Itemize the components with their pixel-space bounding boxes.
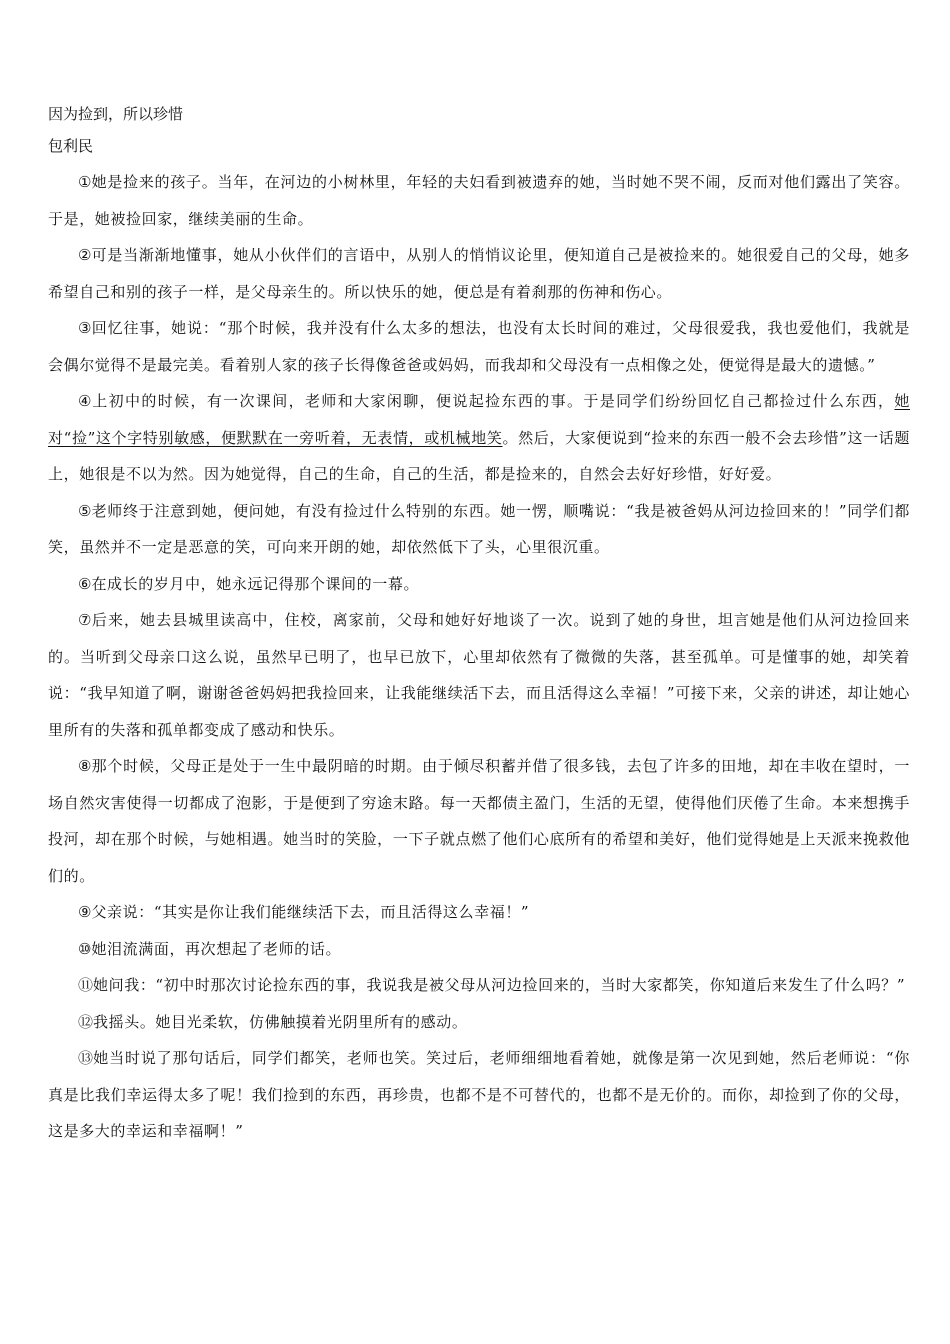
paragraph-number: ⑪ bbox=[78, 976, 94, 994]
paragraph-number: ① bbox=[78, 173, 92, 191]
paragraph-number: ⑨ bbox=[78, 903, 92, 921]
paragraph-number: ⑬ bbox=[78, 1049, 94, 1067]
paragraph-number: ⑧ bbox=[78, 757, 92, 775]
paragraph-text: 她泪流满面，再次想起了老师的话。 bbox=[91, 939, 342, 958]
underlined-sentence: 她对“捡”这个字特别敏感，便默默在一旁听着，无表情，或机械地笑 bbox=[48, 392, 910, 447]
paragraph-4 bbox=[48, 383, 910, 493]
paragraph-12 bbox=[48, 1004, 910, 1041]
paragraph-text: 可是当渐渐地懂事，她从小伙伴们的言语中，从别人的悄悄议论里，便知道自己是被捡来的。她很爱自己的父母，她多希望自己和别的孩子一样，是父母亲生的。所以快乐的她，便总是有着刹那的伤神和伤心。 bbox=[48, 246, 910, 301]
paragraph-text-after: 。然后，大家便说到“捡来的东西一般不会去珍惜”这一话题上，她很是不以为然。因为她觉得，自己的生命，自己的生活，都是捡来的，自然会去好好珍惜，好好爱。 bbox=[48, 428, 911, 483]
paragraph-text: 父亲说：“其实是你让我们能继续活下去，而且活得这么幸福！” bbox=[91, 903, 530, 921]
paragraph-8 bbox=[48, 748, 910, 894]
paragraph-9 bbox=[48, 894, 910, 931]
paragraph-text: 那个时候，父母正是处于一生中最阴暗的时期。由于倾尽积蓄并借了很多钱，去包了许多的田地，却在丰收在望时，一场自然灾害使得一切都成了泡影，于是便到了穷途末路。每一天都债主盈门，生活的无望，使得他们厌倦了生命。本来想携手投河，却在那个时候，与她相遇。她当时的笑脸，一下子就点燃了他们心底所有的希望和美好，他们觉得她是上天派来挽救他们的。 bbox=[48, 757, 910, 885]
article-author: 包利民 bbox=[48, 137, 94, 155]
paragraph-text: 老师终于注意到她，便问她，有没有捡过什么特别的东西。她一愣，顺嘴说：“我是被爸妈从河边捡回来的！”同学们都笑，虽然并不一定是恶意的笑，可向来开朗的她，却依然低下了头，心里很沉重。 bbox=[48, 501, 910, 556]
paragraph-text: 她是捡来的孩子。当年，在河边的小树林里，年轻的夫妇看到被遗弃的她，当时她不哭不闹，反而对他们露出了笑容。于是，她被捡回家，继续美丽的生命。 bbox=[48, 173, 910, 228]
paragraph-text: 后来，她去县城里读高中，住校，离家前，父母和她好好地谈了一次。说到了她的身世，坦言她是他们从河边捡回来的。当听到父母亲口这么说，虽然早已明了，也早已放下，心里却依然有了微微的失落，甚至孤单。可是懂事的她，却笑着说：“我早知道了啊，谢谢爸爸妈妈把我捡回来，让我能继续活下去，而且活得这么幸福！”可接下来，父亲的讲述，却让她心里所有的失落和孤单都变成了感动和快乐。 bbox=[48, 611, 910, 739]
paragraph-text: 她当时说了那句话后，同学们都笑，老师也笑。笑过后，老师细细地看着她，就像是第一次见到她，然后老师说：“你真是比我们幸运得太多了呢！我们捡到的东西，再珍贵，也都不是不可替代的，也都不是无价的。而你，却捡到了你的父母，这是多大的幸运和幸福啊！” bbox=[48, 1049, 910, 1140]
paragraph-3 bbox=[48, 310, 910, 383]
paragraph-2 bbox=[48, 237, 910, 310]
paragraph-10 bbox=[48, 931, 910, 968]
paragraph-6 bbox=[48, 566, 910, 603]
article-title: 因为捡到，所以珍惜 bbox=[48, 105, 184, 123]
paragraph-number: ⑦ bbox=[78, 611, 92, 629]
paragraph-text: 在成长的岁月中，她永远记得那个课间的一幕。 bbox=[91, 574, 420, 593]
paragraph-7 bbox=[48, 602, 910, 748]
paragraph-number: ④ bbox=[78, 392, 93, 410]
paragraph-text: 我摇头。她目光柔软，仿佛触摸着光阴里所有的感动。 bbox=[93, 1012, 468, 1031]
paragraph-number: ⑤ bbox=[78, 501, 92, 520]
paragraph-text: 回忆往事，她说：“那个时候，我并没有什么太多的想法，也没有太长时间的难过，父母很爱我，我也爱他们，我就是会偶尔觉得不是最完美。看着别人家的孩子长得像爸爸或妈妈，而我却和父母没有一点相像之处，便觉得是最大的遗憾。” bbox=[48, 319, 910, 374]
paragraph-text-before: 上初中的时候，有一次课间，老师和大家闲聊，便说起捡东西的事。于是同学们纷纷回忆自己都捡过什么东西， bbox=[92, 392, 895, 410]
paragraph-number: ② bbox=[78, 246, 92, 264]
paragraph-11 bbox=[48, 967, 910, 1004]
paragraph-13 bbox=[48, 1040, 910, 1150]
paragraph-5 bbox=[48, 493, 910, 566]
paragraph-number: ⑩ bbox=[78, 939, 92, 958]
paragraph-1 bbox=[48, 164, 910, 237]
paragraph-number: ⑥ bbox=[78, 574, 92, 593]
paragraph-number: ③ bbox=[78, 319, 92, 337]
paragraph-number: ⑫ bbox=[78, 1012, 94, 1031]
paragraph-text: 她问我：“初中时那次讨论捡东西的事，我说我是被父母从河边捡回来的，当时大家都笑，你知道后来发生了什么吗？” bbox=[93, 976, 906, 994]
